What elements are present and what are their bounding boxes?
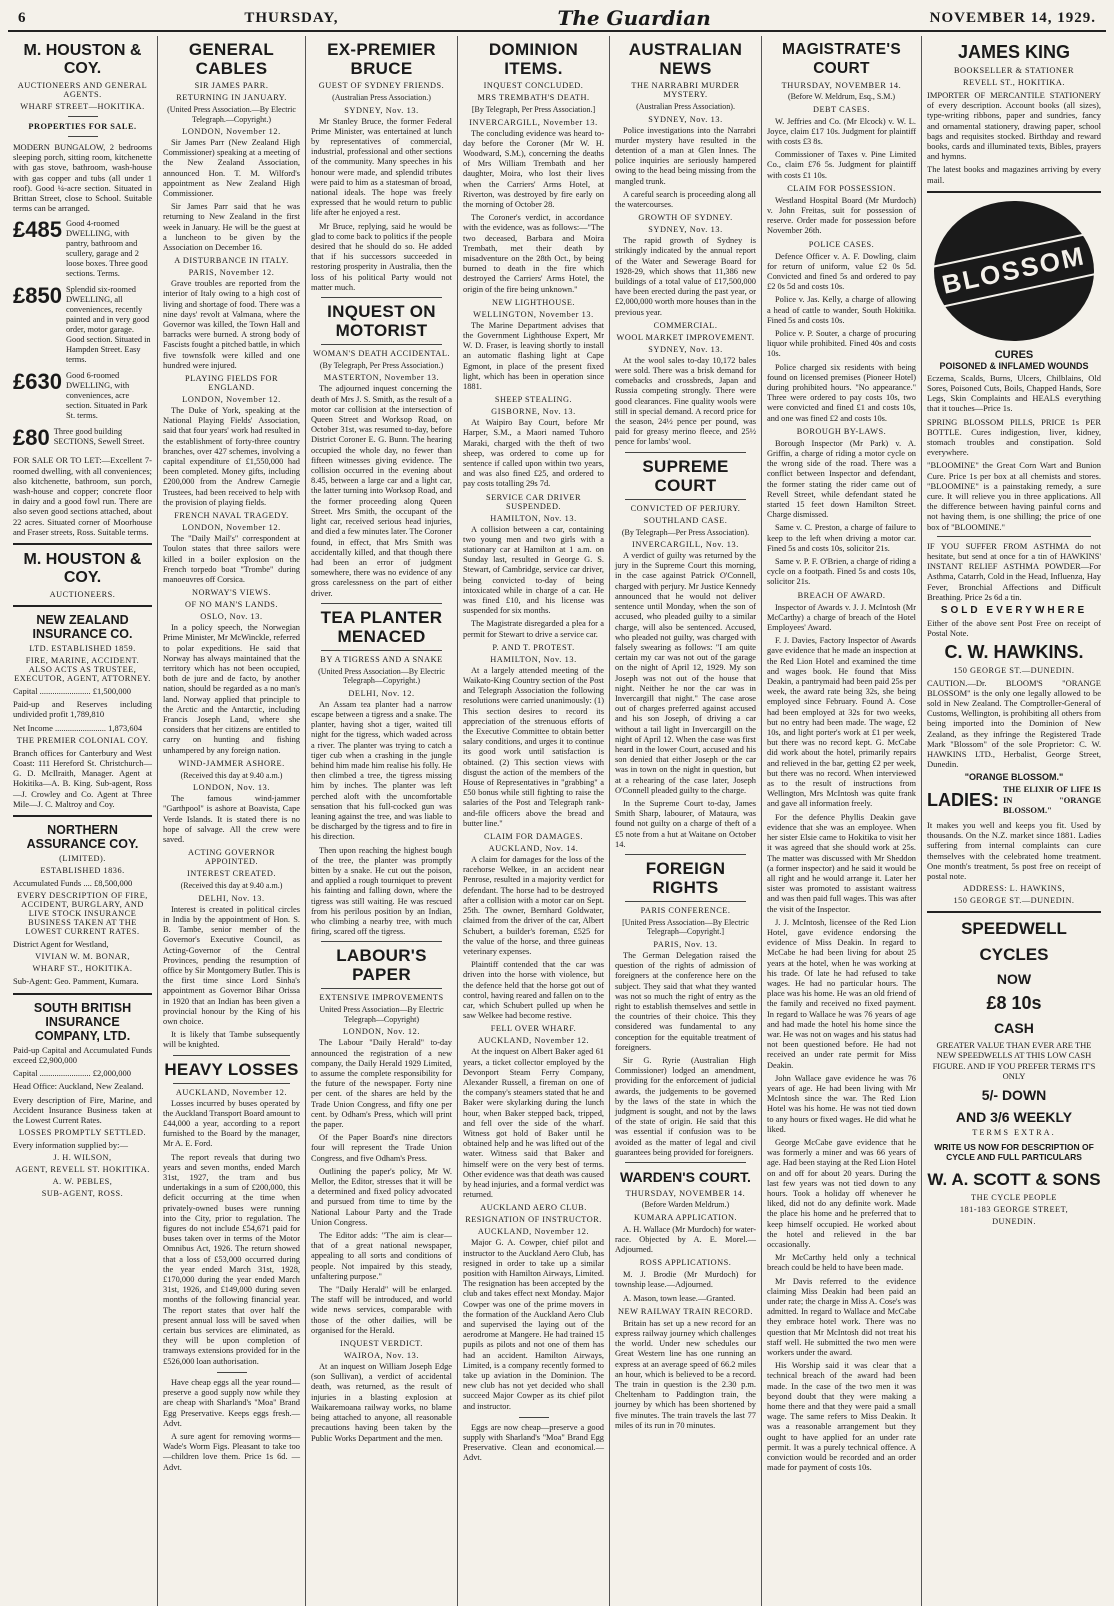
paragraph: Sir G. Ryrie (Australian High Commissioner) lodged an amendment, providing for the enforcement of judicial awards, the judgements to be governed by the laws of the state in which the judgment is sought, and not by the laws of the state of origin. He said that this was essential if confusion was to be avoided as the matter of legal and civil guarantees being provided for foreigners. bbox=[615, 1056, 756, 1157]
paragraph: Mr Bruce, replying, said he would be glad to come back to politics if the people desired that he should do so. He added that if his successors succeeded in restoring prosperity in Australia, then the loss of his political Party would not matter much. bbox=[311, 221, 452, 292]
subhead: GUEST OF SYDNEY FRIENDS. bbox=[318, 81, 445, 90]
headline-australian-news: AUSTRALIAN NEWS bbox=[628, 40, 743, 78]
paragraph: Same v. C. Preston, a charge of failure to keep to the left when driving a motor car. Fined 5s and costs 10s, solicitor 21s. bbox=[767, 523, 916, 553]
info-supplied: Every information supplied by:— bbox=[13, 1140, 128, 1151]
credit: (United Press Association.—By Electric Telegraph.—Copyright.) bbox=[167, 105, 296, 124]
write-us: WRITE US NOW FOR DESCRIPTION OF CYCLE AND FULL PARTICULARS bbox=[934, 1141, 1094, 1162]
advert: A sure agent for removing worms—Wade's Worm Figs. Pleasant to take too—children love them. Price 1s 6d. —Advt. bbox=[163, 1431, 300, 1472]
paragraph: Mr McCarthy held only a technical breach could be held to have been made. bbox=[767, 1253, 916, 1273]
masthead-date: NOVEMBER 14, 1929. bbox=[929, 9, 1096, 26]
subhead-interest: INTEREST CREATED. bbox=[186, 869, 276, 879]
price-850: £850 Splendid six-roomed DWELLING, all conveniences, recently painted and in very good order, motor garage. Good section. Situated in Hampden Street. Easy terms. bbox=[13, 283, 151, 365]
before-magistrate: (Before W. Meldrum, Esq., S.M.) bbox=[787, 92, 896, 101]
paragraph: Same v. P. F. O'Brien, a charge of riding a cycle on a footpath. Fined 5s and costs 10s, solicitor 21s. bbox=[767, 557, 916, 587]
peebles-address: SUB-AGENT, ROSS. bbox=[41, 1189, 124, 1199]
subhead: ROSS APPLICATIONS. bbox=[639, 1258, 732, 1268]
dateline: HAMILTON, Nov. 13. bbox=[490, 654, 577, 664]
paragraph: The Labour "Daily Herald" to-day announced the registration of a new company, the Daily Herald 1929 Limited, to assume the complete responsibility for the future of the newspaper. Forty nine per cent. of the shares are held by the Trade Union Congress, and fifty one per cent. by Odham's Press, which will print the paper. bbox=[311, 1038, 452, 1130]
subhead: CLAIM FOR DAMAGES. bbox=[483, 832, 584, 842]
column-2-general-cables bbox=[158, 36, 306, 1606]
dateline: INVERCARGILL, November 13. bbox=[469, 117, 598, 127]
paragraph: Outlining the paper's policy, Mr W. Mellor, the Editor, stresses that it will be a determined and fixed policy advocated and pursued from time to time by the National Labour Party and the Trade Union Congress. bbox=[311, 1166, 452, 1227]
ladies-address: ADDRESS: L. HAWKINS, bbox=[963, 884, 1065, 894]
houston-subtitle: AUCTIONEERS AND GENERAL AGENTS. bbox=[17, 81, 148, 99]
subhead: WOMAN'S DEATH ACCIDENTAL. bbox=[312, 348, 451, 358]
subhead: CLAIM FOR POSSESSION. bbox=[787, 183, 896, 193]
paragraph: Then upon reaching the highest bough of the tree, the planter was promptly bitten by a snake. He cut out the poison, and applied a rough tourniquet to prevent his fainting and falling down, where the tigress was still waiting. He was rescued from his perilous position by an Indian, who climbing a nearby tree, with much firing, scared off the tigress. bbox=[311, 845, 452, 937]
paragraph: Major G. A. Cowper, chief pilot and instructor to the Auckland Aero Club, has resigned in order to take up a similar position with Hamilton Airways, Limited. The resignation has been accepted by the club and takes effect next Monday. Major Cowper was one of the prime movers in the formation of the Auckland Aero Club and supervised the laying out of the aerodrome at Mangere. He had trained 15 pupils as pilots and not one of them has had an accident. Hamilton Airways, Limited, is a company recently formed to take up aviation in the Dominion. The new club has not yet decided who shall succeed Major Cowper as its chief pilot and instructor. bbox=[463, 1238, 604, 1411]
scott-city: DUNEDIN. bbox=[992, 1216, 1036, 1226]
spring-blossom-emblem: BLOSSOM bbox=[934, 201, 1094, 341]
nz-insurance-net: Net Income ........................ 1,873,604 bbox=[13, 722, 143, 733]
houston-address: WHARF STREET—HOKITIKA. bbox=[20, 102, 145, 111]
dateline: AUCKLAND, Nov. 14. bbox=[488, 844, 579, 854]
dateline: WAIROA, Nov. 13. bbox=[343, 1351, 420, 1361]
headline-ex-premier-bruce: EX-PREMIER BRUCE bbox=[327, 40, 436, 78]
scott-sons: W. A. SCOTT & SONS bbox=[927, 1169, 1101, 1189]
paragraph: Losses incurred by buses operated by the Auckland Transport Board amount to £44,000 a year, according to a report furnished to the Board by the manager, Mr A. E. Ford. bbox=[163, 1098, 301, 1149]
paragraph: The rapid growth of Sydney is strikingly indicated by the annual report of the Water and Sewerage Board for 1928-29, which shows that 11,386 new buildings of a total value of £17,500,000 have been erected during the past year, or £2,000,000 worth more houses than in the previous year. bbox=[615, 236, 756, 317]
paragraph: A verdict of guilty was returned by the jury in the Supreme Court this morning, in the case against Patrick O'Connell, charged with perjury. Mr Justice Kennedy announced that he would not deliver sentence until Monday, when the son of accused, who pleaded guilty to a similar charge, will also be sentenced. Accused, who pleaded not guilty, was charged with falsely swearing as follows: "I am quite certain my car was not out of the garage on the night of April 12, 1929. My son Joseph was not out of the house that night. Neither he nor the car was in Invercargill that night." The case arose out of charges preferred against accused and his son Joseph, of driving a car without a tail light in Invercargill on the night of April 12. When the case was first heard in the lower Court, accused and his son denied that either Joseph or the car was in town on the night in question, but at a rehearing of the case later, Joseph O'Connell pleaded guilty to the charge. bbox=[615, 551, 756, 795]
page-number: 6 bbox=[18, 9, 26, 26]
credit: (By Telegraph—Per Press Association). bbox=[621, 527, 750, 537]
dateline: LONDON, November 12. bbox=[182, 523, 281, 533]
terms-extra: TERMS EXTRA. bbox=[972, 1127, 1056, 1137]
houston-name: M. HOUSTON & COY. bbox=[23, 42, 142, 77]
paragraph: Sir James Parr (New Zealand High Commissioner) speaking at a meeting of the New Zealand Association, announced Hon. T. M. Wilford's appointment as New Zealand High Commissioner. bbox=[163, 138, 300, 199]
headline-foreign-rights: FOREIGN RIGHTS bbox=[645, 858, 726, 897]
dateline: LONDON, Nov. 12. bbox=[342, 1027, 421, 1037]
cycle-people: THE CYCLE PEOPLE bbox=[971, 1192, 1057, 1202]
ladies-address-2: 150 GEORGE ST.—DUNEDIN. bbox=[953, 896, 1075, 906]
losses-settled: LOSSES PROMPTLY SETTLED. bbox=[18, 1128, 147, 1138]
credit: (Australian Press Association.) bbox=[332, 93, 431, 102]
nz-insurance-branch: Branch offices for Canterbury and West Coast: 111 Hereford St. Christchurch—G. D. McIlraith, Manager. Agent at Hokitika—A. B. King. Sub-agent, Ross—J. Crowley and Co. Agent at Three Mile—J. C. Maltroy and Coy. bbox=[13, 747, 152, 809]
paragraph: The Duke of York, speaking at the National Playing Fields' Association, said that four years' work had resulted in the establishment of forty-three country branches, over 427 schemes, involving a capital expenditure of £1,550,000 had been completed. Money gifts, including £200,000 from the Andrew Carnegie Trustees, had been received to help with the provision of playing fields. bbox=[163, 406, 300, 507]
paragraph: Inspector of Awards v. J. J. McIntosh (Mr McCarthy) a charge of breach of the Hotel Employees' Award. bbox=[767, 602, 916, 633]
headline-supreme-court: SUPREME COURT bbox=[642, 456, 729, 495]
paragraph: A claim for damages for the loss of the racehorse Welkee, in an accident near Penrose, resulted in a majority verdict for defendant. The horse had to be destroyed after a collision with a motor car on Sept. 25th. The owner, Bernhard Goldwater, claimed from the driver of the car, Albert Schubert, a builder's foreman, £525 for the value of the horse, and three guineas veterinary expenses. bbox=[463, 855, 604, 956]
dateline: LONDON, November 12. bbox=[182, 127, 281, 136]
credit: (United Press Association—By Electric Telegraph—Copyright.) bbox=[318, 666, 445, 686]
paragraph: Commissioner of Taxes v. Pine Limited Co., claim £76 5s. Judgment for plaintiff with costs £1 10s. bbox=[767, 150, 916, 180]
paragraph: His Worship said it was clear that a technical breach of the award had been made. In the case of the two men it was beyond doubt that they were making a home there and that they were paid a small wage. The same refers to Miss Deakin. It was a reasonable arrangement but they ought to have applied for an under rate permit. It was a purely technical offence. A conviction would be recorded and an order made for payment of costs 10s. bbox=[767, 1361, 916, 1473]
subhead-parr-2: RETURNING IN JANUARY. bbox=[176, 93, 287, 102]
speedwell-text: GREATER VALUE THAN EVER ARE THE NEW SPEEDWELLS AT THIS LOW CASH FIGURE. AND IF YOU PREFER TERMS IT'S ONLY bbox=[932, 1040, 1096, 1081]
paragraph: In the Supreme Court to-day, James Smith Sharp, labourer, of Mataura, was found not guilty on a charge of theft of a £5 note from a hut at Waitane on October 14. bbox=[615, 798, 756, 849]
paragraph: Sir James Parr said that he was returning to New Zealand in the first week in January. He will be the guest at a luncheon to be given by the Association on December 16. bbox=[163, 202, 300, 253]
credit: United Press Association—By Electric Telegraph—Copyright) bbox=[319, 1005, 444, 1024]
dateline: AUCKLAND, November 12. bbox=[477, 1036, 590, 1046]
column-5-australian-news bbox=[610, 36, 762, 1606]
paragraph: The Coroner's verdict, in accordance with the evidence, was as follows:—"The two deceased, Barbara and Moira Trembath, met their death by misadventure on the 28th Oct., by being burned to death in the fire which destroyed the Carriers' Arms Hotel, the origin of the fire being unknown." bbox=[463, 213, 604, 294]
paragraph: M. J. Brodie (Mr Murdoch) for township lease.—Adjourned. bbox=[615, 1270, 756, 1290]
column-7-advertisements bbox=[922, 36, 1106, 1606]
northern-subagent: Sub-Agent: Geo. Pamment, Kumara. bbox=[13, 976, 139, 987]
dateline: AUCKLAND, November 12. bbox=[477, 1227, 590, 1237]
paragraph: It is likely that Tambe subsequently will be knighted. bbox=[163, 1030, 300, 1050]
subhead-italy: A DISTURBANCE IN ITALY. bbox=[174, 256, 289, 266]
paragraph: Westland Hospital Board (Mr Murdoch) v. John Freitas, suit for possession of reserve. Order made for possession before November 26th. bbox=[767, 195, 916, 236]
cures-text: Eczema, Scalds, Burns, Ulcers, Chilblains, Old Sores, Poisoned Cuts, Boils, Chapped Hands, Sore Legs, Skin Complaints and HEALS everything that it touches—Price 1s. bbox=[927, 372, 1101, 414]
paragraph: The "Daily Herald" will be enlarged. The staff will be introduced, and world wide news services, comparable with those of the other dailies, will be organised for the Herald. bbox=[311, 1285, 452, 1335]
dateline: PARIS, November 12. bbox=[188, 268, 275, 278]
northern-district: District Agent for Westland, bbox=[13, 939, 109, 950]
nz-insurance-name: NEW ZEALAND INSURANCE CO. bbox=[32, 613, 133, 642]
cycles: CYCLES bbox=[979, 945, 1049, 965]
dateline: AUCKLAND, November 12. bbox=[175, 1087, 288, 1097]
headline-tea-planter: TEA PLANTER MENACED bbox=[320, 607, 443, 646]
subhead: SHEEP STEALING. bbox=[494, 395, 573, 405]
wilson-name: J. H. WILSON, bbox=[53, 1153, 112, 1163]
caution-text: CAUTION.—Dr. BLOOM'S "ORANGE BLOSSOM" is the only one legally allowed to be sold in New Zealand. The Comptroller-General of Customs, Wellington, is prohibiting all others from being imported into the Dominion of New Zealand, as they infringe the Registered Trade Mark "Blossom" of the sole Proprietor: C. W. HAWKINS LTD., Herbalist, George Street, Dunedin. bbox=[927, 677, 1101, 770]
south-british-office: Head Office: Auckland, New Zealand. bbox=[13, 1081, 144, 1092]
subhead: FELL OVER WHARF. bbox=[490, 1024, 577, 1034]
paragraph: Mr Davis referred to the evidence claiming Miss Deakin had been paid an under rate; the charge in Miss A. Cose's was admitted. In regard to Wallace and McCabe they embrace hotel work. There was no question that Mr McIntosh did not treat his staff well. He submitted the two men were workers under the award. bbox=[767, 1276, 916, 1358]
paragraph: An Assam tea planter had a narrow escape between a tigress and a snake. The planter, having shot a tiger, waited till night for the tigress, which waded across a river. The planter was trying to catch a tiger cub when a crashing in the jungle behind him made him realise his folly. He then climbed a tree, the tigress missing him by inches. The planter was left perched aloft with the uncomfortable sensation that his full-cocked gun was leaning against the tree, and was liable to be discharged by the tigress and to fire in his direction. bbox=[311, 699, 452, 842]
paragraph: Police v. P. Souter, a charge of procuring liquor while prohibited. Fined 40s and costs 10s. bbox=[767, 328, 916, 359]
nz-insurance-lines: FIRE, MARINE, ACCIDENT. ALSO ACTS AS TRUSTEE, EXECUTOR, AGENT, ATTORNEY. bbox=[14, 656, 151, 684]
for-sale-ad: FOR SALE OR TO LET:—Excellent 7-roomed dwelling, with all conveniences; also kitchenette, bathroom, sun porch, wash-house and copper; concrete floor in dairy and a good fowl run. There are also seven good sections attached, about 22 acres. Situated corner of Moorhouse and Fraser streets, Ross. Suitable terms. bbox=[13, 455, 152, 537]
nz-insurance-paidup: Paid-up and Reserves including undivided profit 1,789,810 bbox=[13, 699, 152, 720]
subhead: GROWTH OF SYDNEY. bbox=[638, 213, 733, 223]
northern-est: ESTABLISHED 1836. bbox=[40, 866, 125, 876]
subhead: AUCKLAND AERO CLUB. bbox=[480, 1203, 587, 1213]
paragraph: At a largely attended meeting of the Waikato-King Country section of the Post and Telegraph Association the following resolutions were carried unanimously: (1) This section desires to record its appreciation of the strenuous efforts of the Executive Committee to obtain better salary conditions, and urges it to continue its good work until satisfaction is obtained. (2) This section views with disgust the action of the members of the House of Representatives in "grabbing" a £50 bonus while still fighting to raise the salaries of the Post and Telegraph rank-and-file officers above the bread and butter line." bbox=[463, 665, 604, 828]
dateline: DELHI, Nov. 13. bbox=[198, 893, 265, 903]
nz-insurance-capital: Capital ........................ £1,500,000 bbox=[13, 686, 132, 697]
subhead-windjammer: WIND-JAMMER ASHORE. bbox=[178, 758, 285, 768]
paragraph: Grave troubles are reported from the interior of Italy owing to a high cost of living and shortage of food. There was a nine days' revolt at Valmana, where the Governor was killed, the Town Hall and barracks were burned. A strong body of Fascists fought a pitched battle, in which five townsfolk were killed and one hundred were injured. bbox=[163, 279, 300, 370]
orange-blossom-head: "ORANGE BLOSSOM." bbox=[964, 772, 1064, 783]
ladies-block bbox=[927, 782, 1101, 818]
paragraph: Police v. Jas. Kelly, a charge of allowing a head of cattle to wander, South Hokitika. Fined 5s and costs 10s. bbox=[767, 295, 916, 325]
south-british-desc: Every description of Fire, Marine, and Accident Insurance Business taken at the Lowest Current Rates. bbox=[13, 1094, 152, 1125]
asthma-text: IF YOU SUFFER FROM ASTHMA do not hesitate, but send at once for a tin of HAWKINS' INSTANT RELIEF ASTHMA POWDER—For Asthma, Catarrh, Cold in the Head, Influenza, Hay Fever, Bronchial Affections and Difficult Breathing. Price 2s 6d a tin. bbox=[927, 540, 1101, 602]
paragraph: J. J. McIntosh, licensee of the Red Lion Hotel, gave evidence endorsing the evidence of Miss Deakin. In regard to McCabe he had been living for about 25 years at the hotel, when he was working at his trade. Of late he had refused to take wages. He had no particular hours. The place was his home. He was an old friend of the family and received no fixed payment. In regard to Wallace he was 76 years of age and had made the hotel his home since the war. He was not on wages and his status had not been questioned before. He had not received an under rate permit for Miss Deakin. bbox=[767, 917, 916, 1070]
subhead-acting-governor: ACTING GOVERNOR APPOINTED. bbox=[187, 848, 275, 867]
subhead: NEW LIGHTHOUSE. bbox=[492, 297, 575, 307]
paragraph: The German Delegation raised the question of the rights of admission of foreigners at the conference here on the subject. They said that what they wanted was not so much the right of entry as the right to establish themselves and settle in the countries of their choice. This they considered was fundamental to any conception for the equitable treatment of foreigners. bbox=[615, 950, 756, 1052]
dateline: LONDON, Nov. 13. bbox=[192, 783, 271, 793]
paragraph: Britain has set up a new record for an express railway journey which challenges the world. Under new schedules our Great Western line has one running an express at an average speed of 66.2 miles an hour, which is believed to be a record. The train in question is the 2.30 p.m. Cheltenham to Paddington train, the journey by which has been shortened by five minutes. The train travels the last 77 miles of its run in 70 minutes. bbox=[615, 1318, 756, 1430]
column-1-advertisements bbox=[8, 36, 158, 1606]
dateline: OSLO, Nov. 13. bbox=[200, 612, 263, 622]
dateline: HAMILTON, Nov. 13. bbox=[490, 513, 577, 523]
paragraph: At Waipiro Bay Court, before Mr Harper, S.M., a Maori named Tuhoro Maraki, charged with the theft of two sheep, was ordered to come up for sentence if called upon within two years, and was also fined £25, and ordered to pay costs totalling 29s 7d. bbox=[463, 418, 604, 489]
ladies-sub: THE ELIXIR OF LIFE IS IN "ORANGE BLOSSOM." bbox=[1003, 784, 1101, 815]
wilson-address: AGENT, REVELL ST. HOKITIKA. bbox=[15, 1165, 150, 1175]
hawkins-name: C. W. HAWKINS. bbox=[944, 641, 1084, 662]
weekly: AND 3/6 WEEKLY bbox=[955, 1108, 1073, 1125]
cures: CURES bbox=[994, 348, 1034, 361]
pills-text: SPRING BLOSSOM PILLS, PRICE 1s PER BOTTLE. Cures indigestion, liver, kidney, stomach troubles and constipation. Sold everywhere. bbox=[927, 416, 1101, 458]
headline-wardens-court: WARDEN'S COURT. bbox=[620, 1169, 751, 1186]
subhead: MRS TREMBATH'S DEATH. bbox=[477, 93, 590, 102]
paragraph: The famous wind-jammer "Garthpool" is ashore at Boavista, Cape Verde Islands. It is stated there is no hope of salvage. All the crew were saved. bbox=[163, 794, 300, 845]
bonar-address: WHARF ST., HOKITIKA. bbox=[32, 964, 133, 974]
james-king-sub: BOOKSELLER & STATIONER bbox=[953, 66, 1075, 75]
paragraph: A. H. Wallace (Mr Murdoch) for water-race. Objected by A. E. Morel.—Adjourned. bbox=[615, 1224, 756, 1254]
price-80: £80 Three good building SECTIONS, Sewell Street. bbox=[13, 425, 145, 451]
paragraph: A careful search is proceeding along all the watercourses. bbox=[615, 189, 756, 209]
subhead: BREACH OF AWARD. bbox=[797, 590, 886, 600]
james-king-text-2: The latest books and magazines arriving by every mail. bbox=[927, 164, 1101, 185]
dateline: DELHI, Nov. 12. bbox=[348, 688, 415, 698]
price-8-10: £8 10s bbox=[986, 993, 1042, 1014]
hawkins-address: 150 GEORGE ST.—DUNEDIN. bbox=[953, 665, 1075, 675]
subhead: DEBT CASES. bbox=[813, 104, 870, 114]
subhead: POLICE CASES. bbox=[808, 239, 875, 249]
james-king-name: JAMES KING bbox=[957, 42, 1071, 62]
advert: Have cheap eggs all the year round—preserve a good supply now while they are cheap with Sharland's "Moa" Brand Egg Preservative. Keeps eggs fresh.—Advt. bbox=[163, 1377, 300, 1428]
price-485: £485 Good 4-roomed DWELLING, with pantry, bathroom and scullery, garage and 2 loose boxes. Three good sections. Terms. bbox=[13, 217, 148, 279]
ladies-heading: LADIES: bbox=[927, 789, 999, 810]
south-british-name: SOUTH BRITISH INSURANCE COMPANY, LTD. bbox=[33, 1000, 132, 1043]
paragraph: The Magistrate disregarded a plea for a permit for Stewart to drive a service car. bbox=[463, 619, 604, 639]
paragraph: In a policy speech, the Norwegian Prime Minister, Mr McWinckle, referred to polar expeditions. He said that Norway has always maintained that the territory which has not been occupied, both de jure and de facto, by another nation, should be regarded as a no man's land. Norway applied that principle to the Arctic and the Antarctic, including Francis Joseph Land, where she considers that her citizens are entitled to carry on hunting and fishing unhampered by any foreign nation. bbox=[163, 623, 300, 755]
paragraph: George McCabe gave evidence that he was formerly a miner and was 66 years of age. Had been staying at the Red Lion Hotel on and off for about 20 years. During the last few years was not tied down to any hours. Took a holiday off whenever he liked, did not do any definite work. Made the place his home and he preferred that to keep himself occupied. He worked about the hotel and relieved in the bar occasionally. bbox=[767, 1137, 916, 1250]
paragraph: The "Daily Mail's" correspondent at Toulon states that three sailors were killed in a boiler explosion on the French torpedo boat "Trombe" during manoeuvres off Corsica. bbox=[163, 534, 300, 584]
dateline: SYDNEY, Nov. 13. bbox=[648, 344, 723, 354]
subhead-playing-fields: PLAYING FIELDS FOR ENGLAND. bbox=[184, 374, 279, 393]
paragraph: The Marine Department advises that the Government Lighthouse Expert, Mr W. D. Fraser, is leaving shortly to install an automatic flashing light at Cape Egmont, in place of the present fixed light, which has been in operation since 1881. bbox=[463, 320, 604, 391]
paragraph: Interest is created in political circles in India by the appointment of Hon. S. B. Tambe, senior member of the Governor's Executive Council, as Acting-Governor of the Central Provinces, pending the resumption of office by Sir Montgomery Butler. This is the first time since Lord Sinha's appointment as Governor Bihar Orissa in 1920 that an Indian has been given a provincial honour by the King of his own choice. bbox=[163, 904, 300, 1026]
dateline: GISBORNE, Nov. 13. bbox=[491, 407, 576, 417]
column-3-ex-premier bbox=[306, 36, 458, 1606]
cash: CASH bbox=[994, 1020, 1034, 1037]
paragraph: The adjourned inquest concerning the death of Mrs J. S. Smith, as the result of a motor car collision at the intersection of Queen Street and Worksop Road, on October 31st, was resumed to-day, before District Coroner E. G. Bunn. The hearing occupied the whole day, no fewer than fifteen witnesses giving evidence. The collision occurred in the evening about 8.45, between a large car and a light car, the latter turning into Worksop Road, and the former proceeding along Queen Street. Mrs Smith, the occupant of the light car, received serious head injuries, and died a few minutes later. The Coroner found, in effect, that Mrs Smith was accidentally killed, and that though there had been an error of judgment somewhere, there was no evidence of any gross carelessness on the part of either driver. bbox=[311, 384, 452, 598]
dateline: SYDNEY, Nov. 13. bbox=[344, 105, 419, 115]
headline-dominion-items: DOMINION ITEMS. bbox=[488, 40, 579, 78]
paragraph: At an inquest on William Joseph Edge (son Sullivan), a verdict of accidental death, was returned, as the result of injuries in a blasting explosion at Waikaremoana railway works, no blame being attached to anyone, all reasonable precautions having been taken by the Public Works Department and the men. bbox=[311, 1362, 452, 1443]
bloomine-text: "BLOOMINE" the Great Corn Wart and Bunion Cure. Price 1s per box at all chemists and stores. "BLOOMINE" is a painstaking remedy, a sure cure. It will relieve you in three applications. All the difference between having painful corns and not having them, is one shilling; the price of one box of "BLOOMINE." bbox=[927, 460, 1101, 532]
northern-ltd: (LIMITED). bbox=[59, 854, 106, 864]
subhead: COMMERCIAL. bbox=[653, 320, 718, 330]
post-free: Either of the above sent Post Free on receipt of Postal Note. bbox=[927, 618, 1101, 639]
headline-magistrates-court: MAGISTRATE'S COURT bbox=[782, 41, 901, 77]
subhead: PARIS CONFERENCE. bbox=[640, 905, 731, 915]
scott-address: 181-183 GEORGE STREET, bbox=[959, 1204, 1069, 1214]
paragraph: Police investigations into the Narrabri murder mystery have resulted in the detention of a man at Glen Innes. The police inquiries are seriously hampered owing to the head being missing from the mangled trunk. bbox=[615, 125, 756, 186]
paragraph: For the defence Phyllis Deakin gave evidence that she was an employee. When her sister Elsie came to Hokitika to visit her it was agreed that she should work at 25s. The matter was discussed with Mr Sheddon (a former inspector) and he said it would be all right and he would arrange it. Later her sister was promoted to assistant waitress and was then paid full wages. This was after the visit of the Inspector. bbox=[767, 812, 916, 914]
subhead: NEW RAILWAY TRAIN RECORD. bbox=[618, 1306, 753, 1316]
paragraph: The concluding evidence was heard to-day before the Coroner (Mr W. H. Woodward, S.M.), concerning the deaths of Mrs William Trembath and her daughter, Moira, who lost their lives when the Carriers' Arms Hotel, at Riverton, was destroyed by fire early on the morning of October 28. bbox=[463, 128, 604, 209]
speedwell: SPEEDWELL bbox=[961, 919, 1067, 939]
south-british-capital: Capital ........................ £2,000,000 bbox=[13, 1068, 132, 1079]
northern-desc: EVERY DESCRIPTION OF FIRE, ACCIDENT, BURGLARY, AND LIVE STOCK INSURANCE BUSINESS TAKEN AT THE LOWEST CURRENT RATES. bbox=[17, 891, 148, 937]
paragraph: Of the Paper Board's nine directors four will represent the Trade Union Congress, and five Odham's Press. bbox=[311, 1133, 452, 1163]
south-british-funds: Paid-up Capital and Accumulated Funds exceed £2,900,000 bbox=[13, 1044, 152, 1065]
northern-assurance-name: NORTHERN ASSURANCE COY. bbox=[26, 823, 139, 852]
subhead-norway-2: OF NO MAN'S LANDS. bbox=[184, 600, 278, 610]
houston-name-2: M. HOUSTON & COY. bbox=[23, 551, 142, 587]
ladies-text: It makes you well and keeps you fit. Used by thousands. On the N.Z. market since 1881. Ladies suffering from internal complaints can cure themselves with the celebrated home treatment. One month's treatment, 5s post free on receipt of postal note. bbox=[927, 819, 1101, 881]
headline-inquest-motorist: INQUEST ON MOTORIST bbox=[327, 301, 436, 340]
paragraph: A collision between a car, containing two young men and two girls with a stationary car at Hamilton at 1 a.m. on Sunday last, resulted in George G. S. Stewart, of Cambridge, service car driver, being convicted to-day of being intoxicated while in charge of a car. He was fined £10, and his license was suspended for six months. bbox=[463, 524, 604, 616]
paragraph: At the wool sales to-day 10,172 bales were sold. There was a brisk demand for comebacks and crossbreds, Japan and Russia competing strongly. There were good clearances. Fine quality wools were still in special demand. A record price for the season, 24½ pence per pound, was paid for greasy merino fleece, and 25½ pence for lambs' wool. bbox=[615, 355, 756, 447]
received: (Received this day at 9.40 a.m.) bbox=[180, 770, 283, 780]
paragraph: The report reveals that during two years and seven months, ended March 31st, 1927, the tram and bus undertakings in a sum of £200,000, this deficit occurring at the time when privately-owned buses were running into the City, prior to regulation. The figures do not include £54,671 paid for buses taken over in terms of the Motor Omnibus Act, 1926. The return showed that a loss of £53,000 occurred during the year ended March 31st, 1928, £170,000 during the year ended March 31st, 1926, and £149,000 during seven months of the following financial year. The report states that over half the present annual loss will be saved when certain bus services are eliminated, as they will be upon completion of tramways extensions provided for in the £526,000 loan authorisation. bbox=[163, 1152, 300, 1366]
subhead: INQUEST CONCLUDED. bbox=[483, 81, 584, 90]
received: (Received this day at 9.40 a.m.) bbox=[180, 881, 283, 891]
bungalow-ad: MODERN BUNGALOW, 2 bedrooms sleeping porch, sitting room, kitchenette with gas stove, bathroom, wash-house with gas copper and tubs (all under 1 roof). Good ¼-acre section. Situated in Brittan Street, close to School. Suitable terms can be arranged. bbox=[13, 142, 152, 214]
before-warden: (Before Warden Meldrum.) bbox=[641, 1200, 730, 1210]
dateline: MASTERTON, November 13. bbox=[323, 373, 440, 383]
paragraph: A. Mason, town lease.—Granted. bbox=[623, 1293, 736, 1303]
subhead: EXTENSIVE IMPROVEMENTS bbox=[319, 993, 444, 1003]
paragraph: Defence Officer v. A. F. Dowling, claim for return of uniform, value £2 0s 5d. Convicted and fined 5s and ordered to pay £2 0s 5d and costs 10s. bbox=[767, 251, 916, 292]
nz-insurance-est: LTD. ESTABLISHED 1859. bbox=[29, 644, 136, 654]
headline-general-cables: GENERAL CABLES bbox=[188, 40, 275, 78]
dateline: LONDON, November 12. bbox=[182, 395, 281, 405]
subhead-norway: NORWAY'S VIEWS. bbox=[191, 588, 272, 598]
houston-subtitle-2: AUCTIONEERS. bbox=[49, 590, 116, 600]
cures-subtitle: POISONED & INFLAMED WOUNDS bbox=[939, 360, 1089, 371]
paragraph: Police charged six residents with being found on licensed premises (Pioneer Hotel) during prohibited hours. "No appearance." Three were ordered to pay costs 10s, two were convicted and fined £1 and costs 10s, and one was fined £2 and costs 10s. bbox=[767, 362, 916, 423]
subhead: THE NARRABRI MURDER MYSTERY. bbox=[631, 81, 740, 99]
five-down: 5/- DOWN bbox=[981, 1086, 1047, 1103]
paragraph: The Editor adds: "The aim is clear—that of a great national newspaper, appealing to all sorts and conditions of people. Not impaired by this steady, unfaltering purpose." bbox=[311, 1231, 452, 1281]
subhead: SERVICE CAR DRIVER SUSPENDED. bbox=[486, 492, 581, 511]
price-630: £630 Good 6-roomed DWELLING, with conveniences, acre section. Situated in Park St. terms. bbox=[13, 369, 148, 421]
credit: [United Press Association—By Electric Telegraph—Copyright.] bbox=[622, 917, 749, 937]
properties-heading: PROPERTIES FOR SALE. bbox=[28, 122, 137, 131]
paragraph: Mr Stanley Bruce, the former Federal Prime Minister, was entertained at lunch by representatives of commercial, industrial, professional and other sections of the community. Many speeches in his honour were made, and splendid tributes were paid to him as a statesman of broad, national ideals. The hope was freely expressed that he would return to public life after he enjoyed a rest. bbox=[311, 116, 452, 218]
northern-funds: Accumulated Funds .... £8,500,000 bbox=[13, 878, 133, 889]
subhead: BY A TIGRESS AND A SNAKE bbox=[320, 654, 443, 664]
paragraph: F. J. Davies, Factory Inspector of Awards gave evidence that he made an inspection at the Red Lion Hotel and examined the time and wages book. He found that Miss Deakin, a pantrymaid had been paid 25s per week, the award rate being 32s, she being employed since February. Found A. Cose had been employed at 32s for two weeks, but no entry had been made. The wage, £2 10s, and light porter's work at £1 per week, but there was no record kept. G. McCabe did work about the hotel, primarily repairs and relieved in the bar, getting £2 per week, but there was no record. When interviewed as to the result of instructions from Wellington, Mrs McIntosh was quite frank and gave all information freely. bbox=[767, 636, 916, 809]
dateline: THURSDAY, NOVEMBER 14. bbox=[625, 1189, 746, 1199]
subhead-naval-tragedy: FRENCH NAVAL TRAGEDY. bbox=[174, 511, 289, 521]
masthead bbox=[8, 6, 1106, 32]
dateline: SYDNEY, Nov. 13. bbox=[648, 225, 723, 235]
paragraph: Borough Inspector (Mr Park) v. A. Griffin, a charge of riding a motor cycle on the wrong side of the road. There was a conflict between Inspector and defendant, the former stating the rider came out of Revell Street, while defendant stated he started 15 feet down Hamilton Street. Charge dismissed. bbox=[767, 438, 916, 520]
credit: (Australian Press Association). bbox=[636, 102, 735, 111]
subhead: WOOL MARKET IMPROVEMENT. bbox=[616, 332, 755, 342]
masthead-day: THURSDAY, bbox=[244, 9, 339, 26]
subhead: KUMARA APPLICATION. bbox=[633, 1212, 738, 1222]
dateline: WELLINGTON, November 13. bbox=[473, 309, 594, 319]
columns bbox=[8, 36, 1106, 1606]
subhead: RESIGNATION OF INSTRUCTOR. bbox=[465, 1215, 602, 1225]
bonar-name: VIVIAN W. M. BONAR, bbox=[35, 952, 130, 962]
subhead: SOUTHLAND CASE. bbox=[643, 515, 728, 525]
dateline: PARIS, Nov. 13. bbox=[653, 939, 718, 949]
paragraph: At the inquest on Albert Baker aged 61 years, a ticket collector employed by the Devonport Steam Ferry Company, Alexander Russell, a fireman on one of the company's steamers stated that he and Baker were skylarking during the lunch hour, when Baker stepped back, tripped, and fell over the side of the wharf. Witness got hold of Baker until he obtained help and he was lifted out of the water. Witness said that Baker and himself were on the very best of terms. Other evidence was that death was caused by head injuries, and a formal verdict was returned. bbox=[463, 1047, 604, 1200]
column-6-magistrates-court bbox=[762, 36, 922, 1606]
peebles-name: A. W. PEBLES, bbox=[52, 1177, 113, 1187]
dateline: INVERCARGILL, Nov. 13. bbox=[632, 540, 739, 550]
credit: [By Telegraph, Per Press Association.] bbox=[471, 105, 596, 114]
paragraph: W. Jeffries and Co. (Mr Elcock) v. W. L. Joyce, claim £17 10s. Judgment for plaintiff with costs £3 8s. bbox=[767, 116, 916, 146]
premier-colonial: THE PREMIER COLONIAL COY. bbox=[16, 735, 149, 745]
dateline: THURSDAY, NOVEMBER 14. bbox=[781, 81, 902, 90]
headline-heavy-losses: HEAVY LOSSES bbox=[164, 1059, 299, 1079]
paragraph: John Wallace gave evidence he was 76 years of age. He had been living with Mr McIntosh since the war. The Red Lion Hotel was his home. He was not tied down to any hours or fixed wages. He did what he liked. bbox=[767, 1073, 916, 1134]
credit: (By Telegraph, Per Press Association.) bbox=[319, 360, 444, 370]
headline-labours-paper: LABOUR'S PAPER bbox=[336, 946, 427, 985]
now: NOW bbox=[996, 971, 1032, 988]
dateline: SYDNEY, Nov. 13. bbox=[648, 114, 723, 124]
paragraph: Plaintiff contended that the car was driven into the horse with violence, but the defence held that the horse got out of control, having reared and fallen on to the car, which Schubert pulled up when he saw Welkee had become restive. bbox=[463, 960, 604, 1021]
subhead: BOROUGH BY-LAWS. bbox=[796, 426, 887, 436]
sold-everywhere: SOLD EVERYWHERE bbox=[940, 605, 1088, 617]
subhead-parr: SIR JAMES PARR. bbox=[194, 81, 269, 90]
james-king-text: IMPORTER OF MERCANTILE STATIONERY of every description. Account books (all sizes), type-writing ribbons, paper and sundries, fancy and ornamental stationery, drawing paper, school bags and requisites stocked. Birthday and reward books, cards and illuminated texts, Bibles, prayers and hymns. bbox=[927, 90, 1101, 162]
james-king-address: REVELL ST., HOKITIKA. bbox=[963, 78, 1065, 87]
subhead: INQUEST VERDICT. bbox=[340, 1339, 423, 1349]
subhead: P. AND T. PROTEST. bbox=[492, 642, 575, 652]
subhead: CONVICTED OF PERJURY. bbox=[630, 503, 741, 513]
advert: Eggs are now cheap—preserve a good supply with Sharland's "Moa" Brand Egg Preservative. Clean and economical.—Advt. bbox=[463, 1422, 604, 1463]
column-4-dominion-items bbox=[458, 36, 610, 1606]
newspaper-title: The Guardian bbox=[557, 6, 711, 30]
